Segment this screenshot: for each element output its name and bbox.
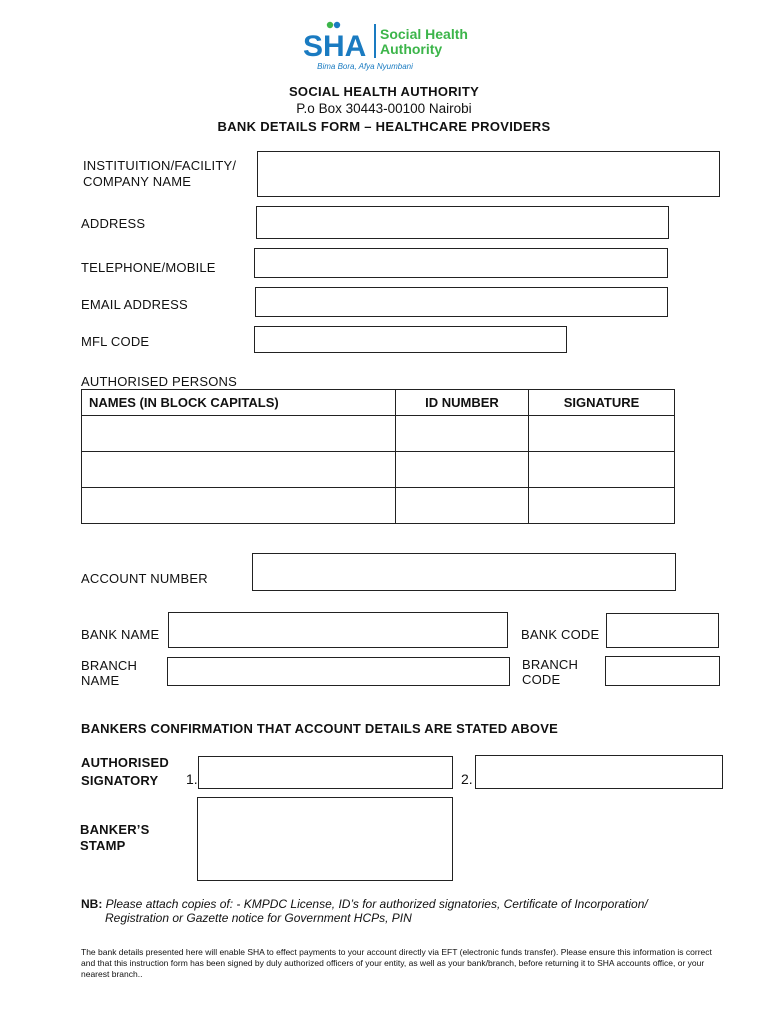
logo-divider: [374, 24, 376, 58]
names-column-header: NAMES (IN BLOCK CAPITALS): [82, 390, 396, 416]
institution-label-line2: COMPANY NAME: [83, 174, 192, 189]
signature-cell[interactable]: [529, 488, 675, 524]
authorised-signatory-label-line2: SIGNATORY: [81, 773, 159, 788]
footnote: The bank details presented here will enable SHA to effect payments to your account directly via EFT (electronic funds transfer). Please ensure this information is correct and that this instruction form has been signed by duly authorized officers of your entity, as well as your bank/branch, before returning it to SHA accounts office, or your nearest branch..: [81, 947, 712, 979]
account-number-field[interactable]: [252, 553, 676, 591]
nb-note: [81, 897, 721, 925]
mfl-label: MFL CODE: [81, 334, 150, 349]
address-field[interactable]: [256, 206, 669, 239]
mfl-code-field[interactable]: [254, 326, 567, 353]
bankers-confirmation-title: BANKERS CONFIRMATION THAT ACCOUNT DETAILS ARE STATED ABOVE: [81, 721, 558, 736]
name-cell[interactable]: [82, 452, 396, 488]
nb-key: NB:: [81, 897, 103, 911]
branch-name-label-line2: NAME: [81, 673, 120, 688]
branch-code-label-line2: CODE: [522, 672, 561, 687]
bank-name-field[interactable]: [168, 612, 508, 648]
sha-logo-mark: [303, 20, 371, 60]
telephone-field[interactable]: [254, 248, 668, 278]
logo-line1: Social Health: [380, 26, 468, 42]
institution-label-line1: INSTITUITION/FACILITY/: [83, 158, 237, 173]
logo-wordmark: SHA: [303, 30, 367, 60]
branch-code-field[interactable]: [605, 656, 720, 686]
email-field[interactable]: [255, 287, 668, 317]
org-address: P.o Box 30443-00100 Nairobi: [296, 101, 472, 116]
name-cell[interactable]: [82, 416, 396, 452]
id-number-cell[interactable]: [396, 452, 529, 488]
bankers-stamp-label-line2: STAMP: [80, 838, 126, 853]
nb-text-line1: Please attach copies of: - KMPDC License, ID’s for authorized signatories, Certificate of Incorporation/: [102, 897, 648, 911]
signature-cell[interactable]: [529, 452, 675, 488]
signature-column-header: SIGNATURE: [529, 390, 675, 416]
bankers-stamp-box[interactable]: [197, 797, 453, 881]
bank-name-label: BANK NAME: [81, 627, 160, 642]
name-cell[interactable]: [82, 488, 396, 524]
account-number-label: ACCOUNT NUMBER: [81, 571, 208, 586]
id-number-column-header: ID NUMBER: [396, 390, 529, 416]
org-name: SOCIAL HEALTH AUTHORITY: [288, 84, 480, 99]
signatory-number-1: 1.: [186, 771, 198, 787]
table-header-row: [82, 390, 675, 416]
authorised-persons-table: [81, 389, 675, 524]
branch-name-label-line1: BRANCH: [81, 658, 138, 673]
address-label: ADDRESS: [81, 216, 146, 231]
table-row: [82, 452, 675, 488]
bank-code-label: BANK CODE: [521, 627, 600, 642]
logo-tagline: Bima Bora, Afya Nyumbani: [317, 62, 413, 71]
nb-text-line2: Registration or Gazette notice for Government HCPs, PIN: [105, 911, 412, 925]
authorised-persons-label: AUTHORISED PERSONS: [81, 374, 238, 389]
logo-line2: Authority: [380, 41, 443, 57]
branch-name-field[interactable]: [167, 657, 510, 686]
signatory-number-2: 2.: [461, 771, 473, 787]
authorised-signatory-label-line1: AUTHORISED: [81, 755, 169, 770]
signature-cell[interactable]: [529, 416, 675, 452]
institution-name-field[interactable]: [257, 151, 720, 197]
table-row: [82, 488, 675, 524]
signatory-2-field[interactable]: [475, 755, 723, 789]
table-row: [82, 416, 675, 452]
email-label: EMAIL ADDRESS: [81, 297, 188, 312]
bank-code-field[interactable]: [606, 613, 719, 648]
bankers-stamp-label-line1: BANKER’S: [80, 822, 150, 837]
id-number-cell[interactable]: [396, 488, 529, 524]
signatory-1-field[interactable]: [198, 756, 453, 789]
id-number-cell[interactable]: [396, 416, 529, 452]
form-title: BANK DETAILS FORM – HEALTHCARE PROVIDERS: [217, 119, 551, 134]
telephone-label: TELEPHONE/MOBILE: [81, 260, 216, 275]
branch-code-label-line1: BRANCH: [522, 657, 579, 672]
